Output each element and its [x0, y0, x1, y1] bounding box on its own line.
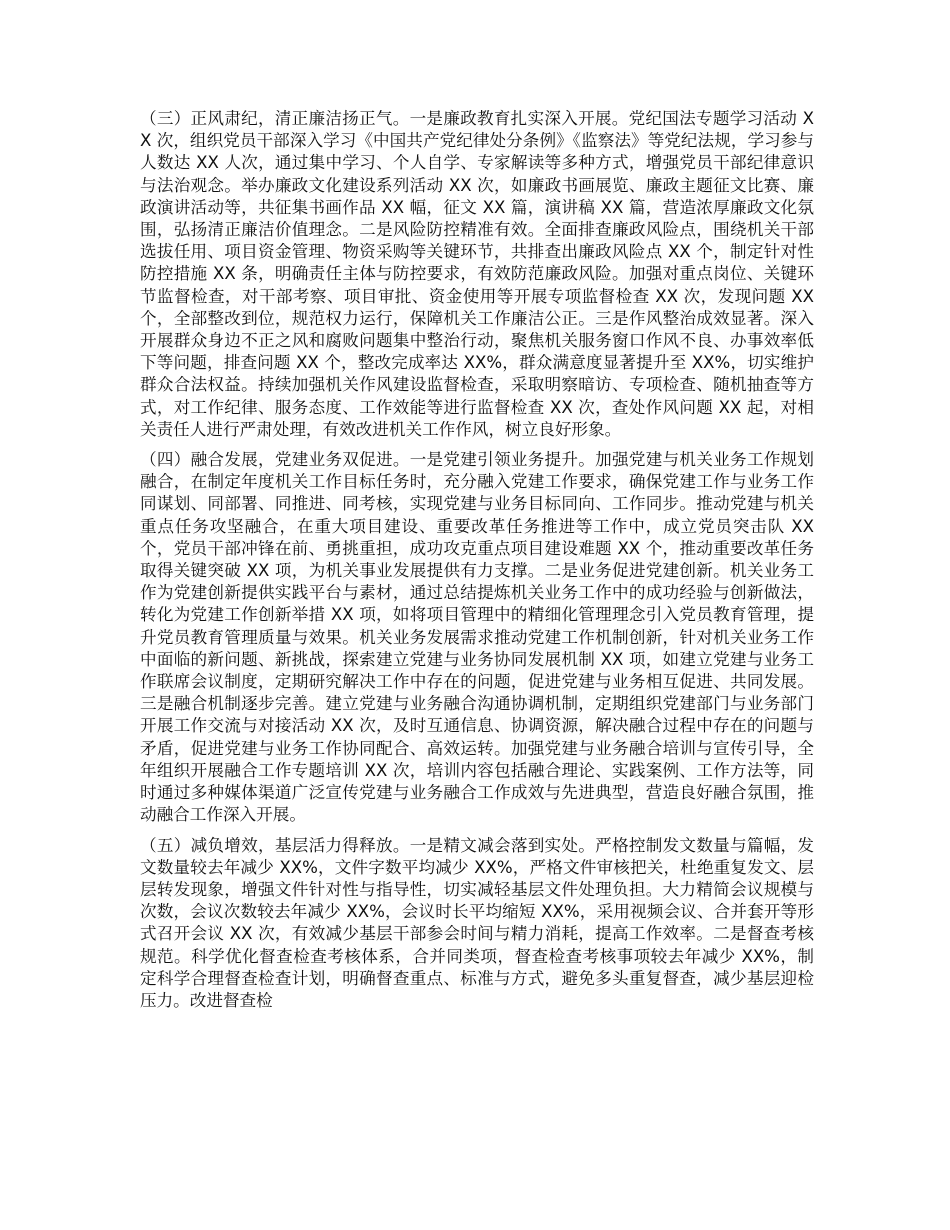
- paragraph-section-3: （三）正风肃纪，清正廉洁扬正气。一是廉政教育扎实深入开展。党纪国法专题学习活动 XX 次，组织党员干部深入学习《中国共产党纪律处分条例》《监察法》等党纪法规，学习参与人数达 XX 人次，通过集中学习、个人自学、专家解读等多种方式，增强党员干部纪律意识与法治观念。举办廉政文化建设系列活动 XX 次，如廉政书画展览、廉政主题征文比赛、廉政演讲活动等，共征集书画作品 XX 幅，征文 XX 篇，演讲稿 XX 篇，营造浓厚廉政文化氛围，弘扬清正廉洁价值理念。二是风险防控精准有效。全面排查廉政风险点，围绕机关干部选拔任用、项目资金管理、物资采购等关键环节，共排查出廉政风险点 XX 个，制定针对性防控措施 XX 条，明确责任主体与防控要求，有效防范廉政风险。加强对重点岗位、关键环节监督检查，对干部考察、项目审批、资金使用等开展专项监督检查 XX 次，发现问题 XX 个，全部整改到位，规范权力运行，保障机关工作廉洁公正。三是作风整治成效显著。深入开展群众身边不正之风和腐败问题集中整治行动，聚焦机关服务窗口作风不良、办事效率低下等问题，排查问题 XX 个，整改完成率达 XX%，群众满意度显著提升至 XX%，切实维护群众合法权益。持续加强机关作风建设监督检查，采取明察暗访、专项检查、随机抽查等方式，对工作纪律、服务态度、工作效能等进行监督检查 XX 次，查处作风问题 XX 起，对相关责任人进行严肃处理，有效改进机关工作作风，树立良好形象。: [140, 109, 814, 439]
- document-page: [140, 108, 814, 1020]
- paragraph-section-5: （五）减负增效，基层活力得释放。一是精文减会落到实处。严格控制发文数量与篇幅，发文数量较去年减少 XX%，文件字数平均减少 XX%，严格文件审核把关，杜绝重复发文、层层转发现象，增强文件针对性与指导性，切实减轻基层文件处理负担。大力精简会议规模与次数，会议次数较去年减少 XX%，会议时长平均缩短 XX%，采用视频会议、合并套开等形式召开会议 XX 次，有效减少基层干部参会时间与精力消耗，提高工作效率。二是督查考核规范。科学优化督查检查考核体系，合并同类项，督查检查考核事项较去年减少 XX%，制定科学合理督查检查计划，明确督查重点、标准与方式，避免多头重复督查，减少基层迎检压力。改进督查检: [140, 835, 814, 1010]
- paragraph-section-4: （四）融合发展，党建业务双促进。一是党建引领业务提升。加强党建与机关业务工作规划融合，在制定年度机关工作目标任务时，充分融入党建工作要求，确保党建工作与业务工作同谋划、同部署、同推进、同考核，实现党建与业务目标同向、工作同步。推动党建与机关重点任务攻坚融合，在重大项目建设、重要改革任务推进等工作中，成立党员突击队 XX 个，党员干部冲锋在前、勇挑重担，成功攻克重点项目建设难题 XX 个，推动重要改革任务取得关键突破 XX 项，为机关事业发展提供有力支撑。二是业务促进党建创新。机关业务工作为党建创新提供实践平台与素材，通过总结提炼机关业务工作中的成功经验与创新做法，转化为党建工作创新举措 XX 项，如将项目管理中的精细化管理理念引入党员教育管理，提升党员教育管理质量与效果。机关业务发展需求推动党建工作机制创新，针对机关业务工作中面临的新问题、新挑战，探索建立党建与业务协同发展机制 XX 项，如建立党建与业务工作联席会议制度，定期研究解决工作中存在的问题，促进党建与业务相互促进、共同发展。三是融合机制逐步完善。建立党建与业务融合沟通协调机制，定期组织党建部门与业务部门开展工作交流与对接活动 XX 次，及时互通信息、协调资源，解决融合过程中存在的问题与矛盾，促进党建与业务工作协同配合、高效运转。加强党建与业务融合培训与宣传引导，全年组织开展融合工作专题培训 XX 次，培训内容包括融合理论、实践案例、工作方法等，同时通过多种媒体渠道广泛宣传党建与业务融合工作成效与先进典型，营造良好融合氛围，推动融合工作深入开展。: [140, 450, 814, 825]
